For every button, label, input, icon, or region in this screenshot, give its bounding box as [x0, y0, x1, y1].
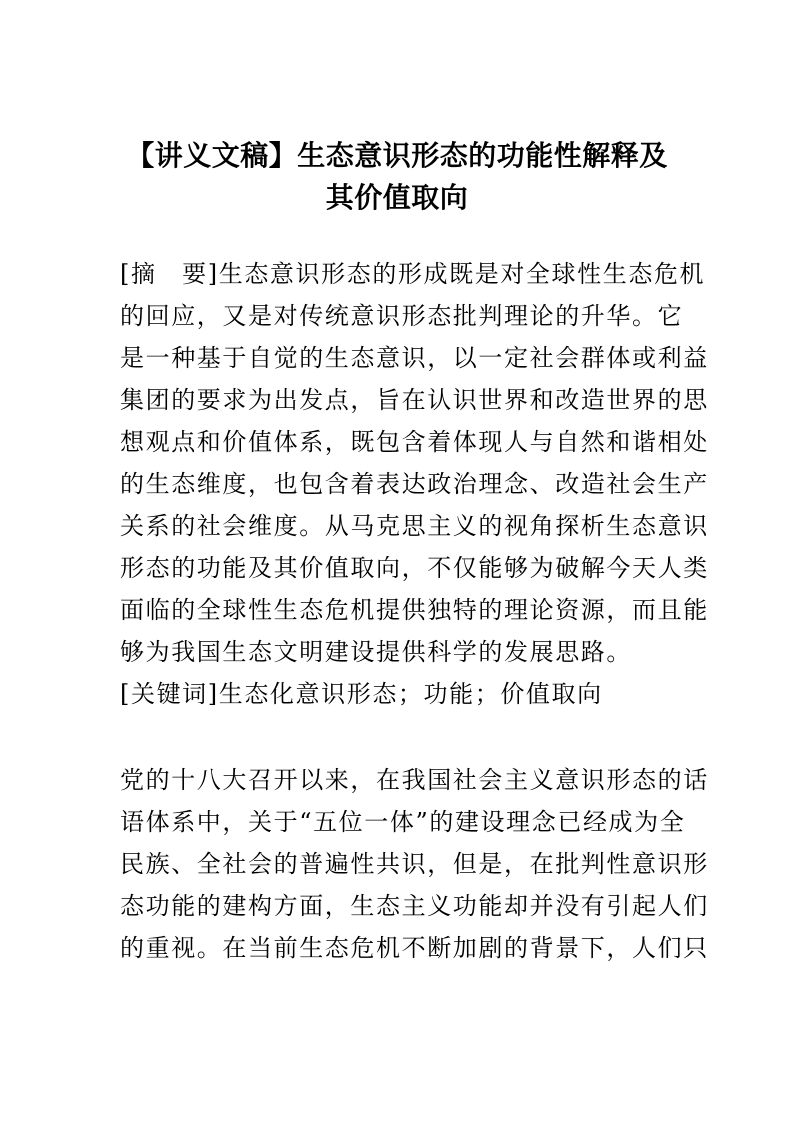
- body-line: 语体系中，关于“五位一体”的建设理念已经成为全: [120, 808, 686, 836]
- abstract-line: 想观点和价值体系，既包含着体现人与自然和谐相处: [120, 428, 709, 456]
- abstract-line: [摘 要]生态意识形态的形成既是对全球性生态危机: [120, 260, 706, 288]
- abstract-line: 关系的社会维度。从马克思主义的视角探析生态意识: [120, 512, 709, 540]
- document-title-line-1: 【讲义文稿】生态意识形态的功能性解释及: [126, 139, 668, 172]
- abstract-line: 形态的功能及其价值取向，不仅能够为破解今天人类: [120, 554, 709, 582]
- body-line: 的重视。在当前生态危机不断加剧的背景下，人们只: [120, 934, 709, 962]
- abstract-line: 是一种基于自觉的生态意识，以一定社会群体或利益: [120, 344, 709, 372]
- body-line: 态功能的建构方面，生态主义功能却并没有引起人们: [120, 892, 709, 920]
- body-line: 党的十八大召开以来，在我国社会主义意识形态的话: [120, 766, 709, 794]
- abstract-line: 够为我国生态文明建设提供科学的发展思路。: [120, 638, 632, 666]
- abstract-line: 面临的全球性生态危机提供独特的理论资源，而且能: [120, 596, 709, 624]
- document-title-line-2: 其价值取向: [325, 181, 469, 214]
- keywords-line: [关键词]生态化意识形态；功能；价值取向: [120, 680, 603, 708]
- abstract-line: 的回应，又是对传统意识形态批判理论的升华。它: [120, 302, 684, 330]
- abstract-line: 的生态维度，也包含着表达政治理念、改造社会生产: [120, 470, 709, 498]
- body-line: 民族、全社会的普遍性共识，但是，在批判性意识形: [120, 850, 709, 878]
- abstract-line: 集团的要求为出发点，旨在认识世界和改造世界的思: [120, 386, 709, 414]
